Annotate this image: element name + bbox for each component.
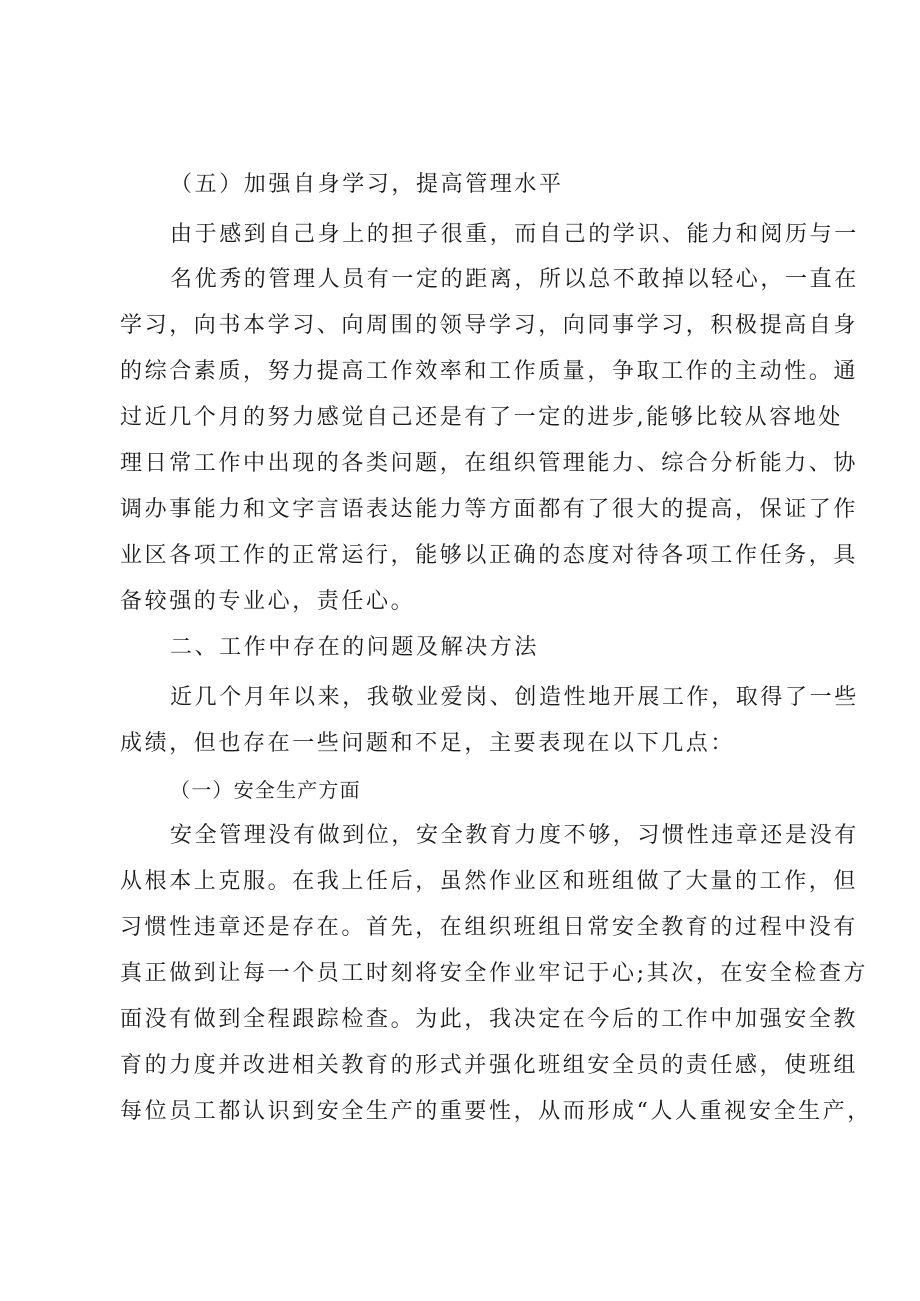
paragraph-line: 每位员工都认识到安全生产的重要性，从而形成“人人重视安全生产， [120,1099,872,1124]
paragraph-line: 学习，向书本学习、向周围的领导学习，向同事学习，积极提高自身 [120,313,859,338]
paragraph-line: 面没有做到全程跟踪检查。为此，我决定在今后的工作中加强安全教 [120,1007,859,1032]
paragraph-line: 名优秀的管理人员有一定的距离，所以总不敢掉以轻心，一直在 [170,267,859,292]
paragraph-line: 理日常工作中出现的各类问题，在组织管理能力、综合分析能力、协 [120,451,859,476]
subsection-heading-1: （一）安全生产方面 [170,778,361,802]
paragraph-line: 近几个月年以来，我敬业爱岗、创造性地开展工作，取得了一些 [170,685,859,710]
paragraph-line: 的综合素质，努力提高工作效率和工作质量，争取工作的主动性。通 [120,359,859,384]
paragraph-line: 育的力度并改进相关教育的形式并强化班组安全员的责任感，使班组 [120,1053,859,1078]
paragraph-line: 调办事能力和文字言语表达能力等方面都有了很大的提高，保证了作 [120,497,859,522]
paragraph-line: 安全管理没有做到位，安全教育力度不够，习惯性违章还是没有 [170,823,859,848]
paragraph-line: 从根本上克服。在我上任后，虽然作业区和班组做了大量的工作，但 [120,869,859,894]
paragraph-line: 成绩，但也存在一些问题和不足，主要表现在以下几点： [120,731,736,756]
section-heading-2: 二、工作中存在的问题及解决方法 [170,635,540,660]
paragraph-line: 由于感到自己身上的担子很重，而自己的学识、能力和阅历与一 [170,222,859,247]
section-heading-5: （五）加强自身学习，提高管理水平 [170,172,564,197]
paragraph-line: 真正做到让每一个员工时刻将安全作业牢记于心;其次，在安全检查方 [120,961,869,986]
paragraph-line: 习惯性违章还是存在。首先，在组织班组日常安全教育的过程中没有 [120,915,859,940]
paragraph-line: 过近几个月的努力感觉自己还是有了一定的进步,能够比较从容地处 [120,405,843,430]
paragraph-line: 备较强的专业心，责任心。 [120,589,416,614]
paragraph-line: 业区各项工作的正常运行，能够以正确的态度对待各项工作任务，具 [120,543,859,568]
